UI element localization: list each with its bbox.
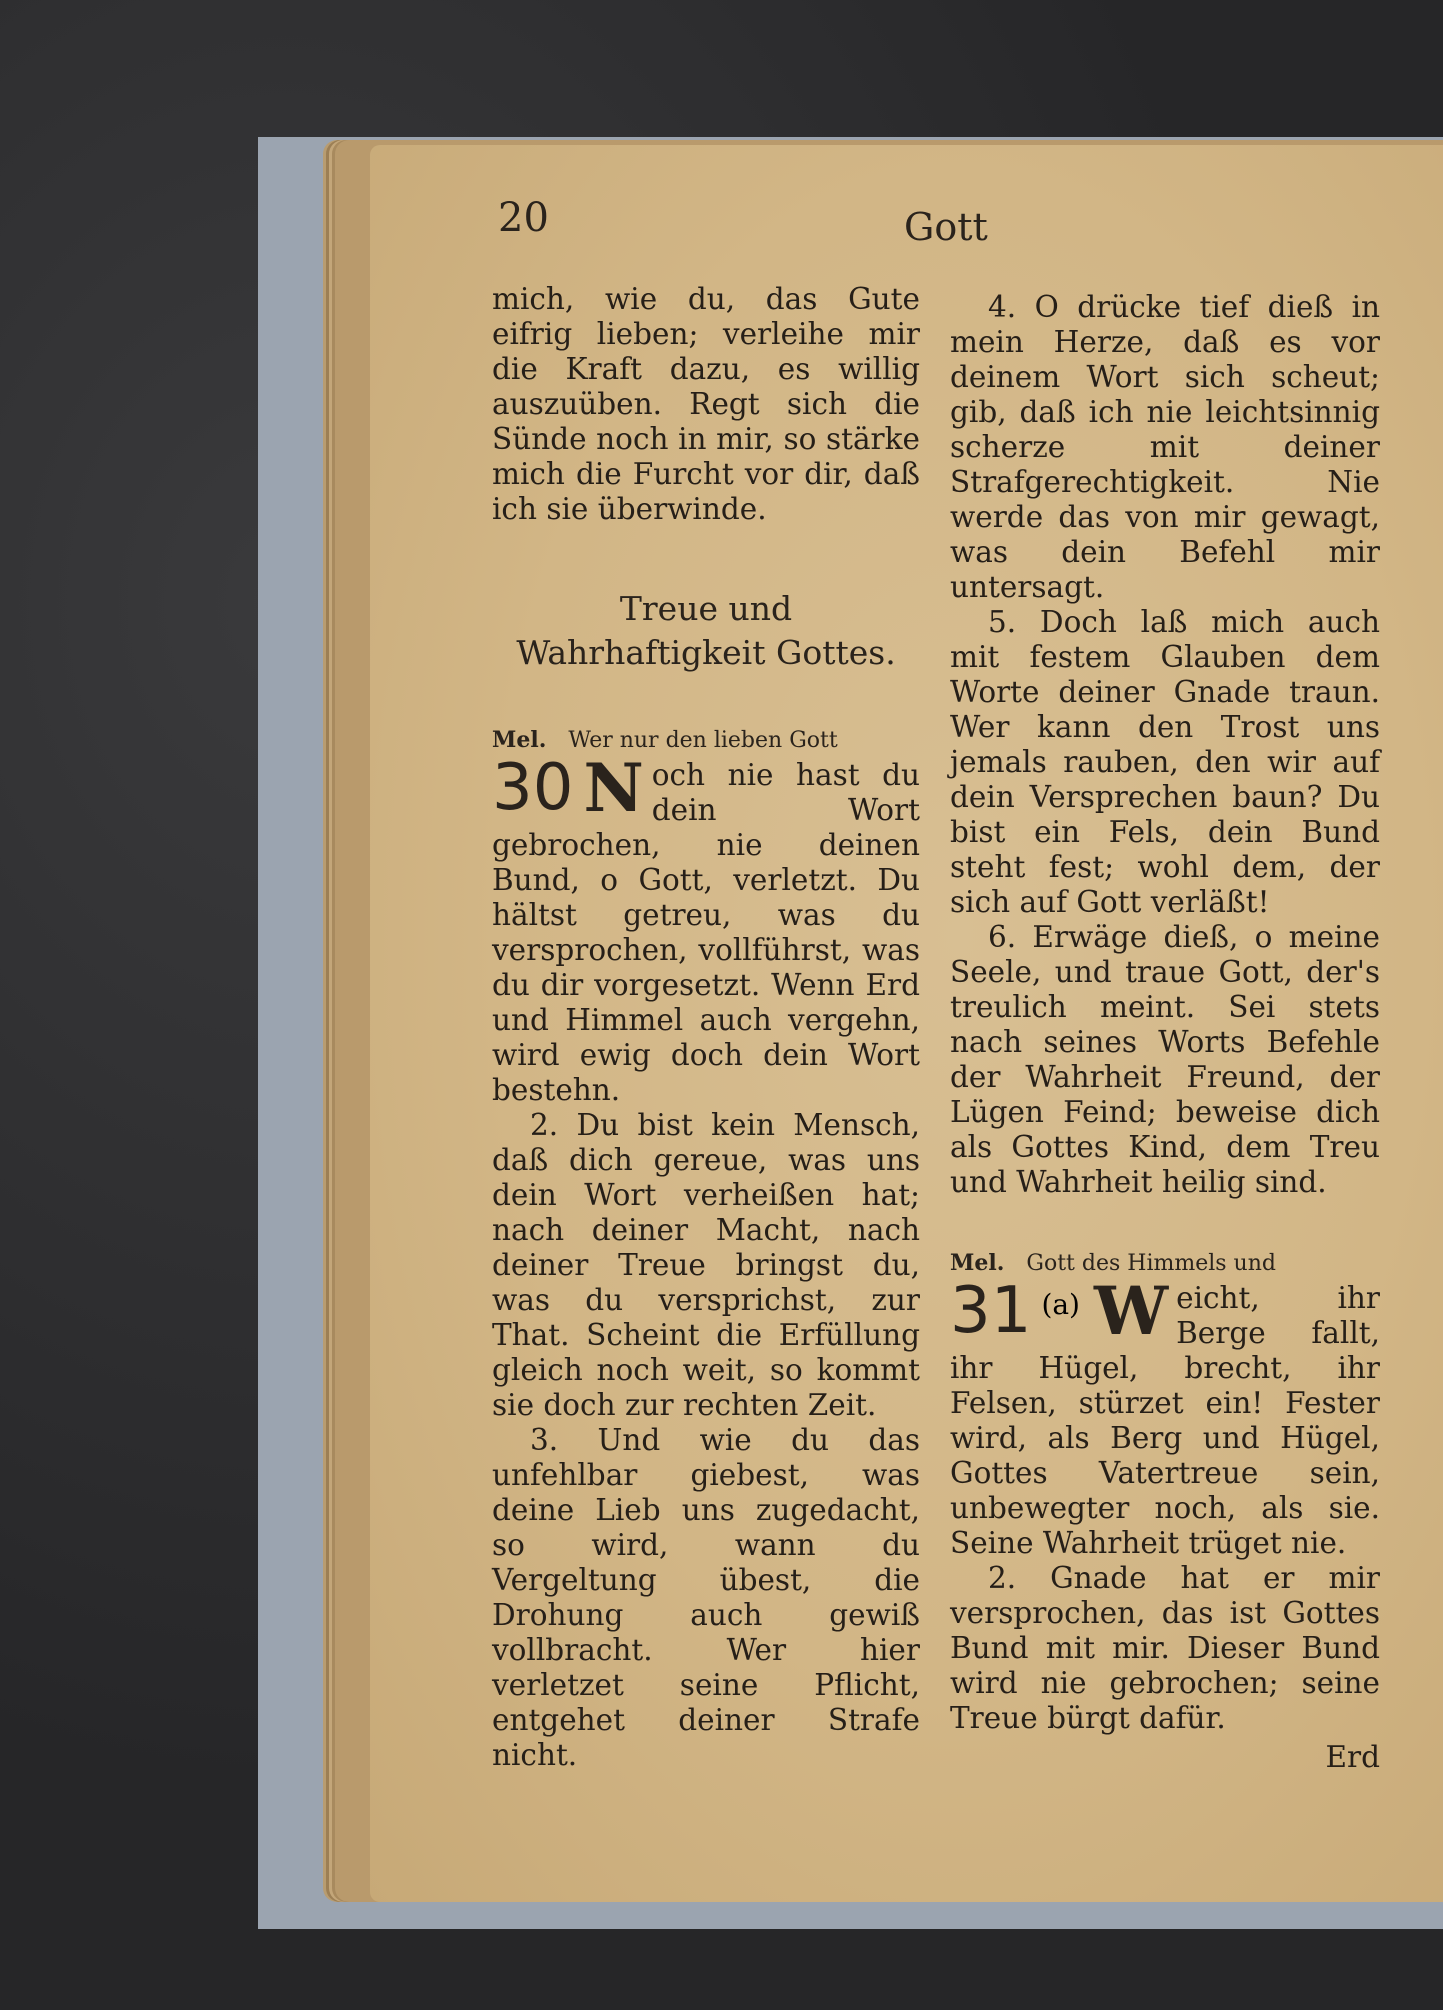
section-title: Treue und Wahrhaftigkeit Gottes. [516,589,896,672]
hymn-31 [950,1272,1380,1561]
hymn-verse-1: eicht, ihr Berge fallt, ihr Hügel, brecht, ihr Felsen, stürzet ein! Fester wird, als Berg und Hügel, Gottes Vatertreue sein, unbewegter noch, als sie. Seine Wahrheit trüget nie. [950,1281,1380,1560]
melody-label: Mel. [492,727,547,753]
hymn-verse-4: 4. O drücke tief dieß in mein Herze, daß es vor deinem Wort sich scheut; gib, daß ich nie leichtsinnig scherze mit deiner Strafgerechtigkeit. Nie werde das von mir gewagt, was dein Befehl mir untersagt. [950,290,1380,604]
hymn-verse-5: 5. Doch laß mich auch mit festem Glauben dem Worte deiner Gnade traun. Wer kann den Trost uns jemals rauben, den wir auf dein Versprechen baun? Du bist ein Fels, dein Bund steht fest; wohl dem, der sich auf Gott verläßt! [950,605,1380,919]
melody-label: Mel. [950,1250,1005,1276]
continuation-paragraph: mich, wie du, das Gute eifrig lieben; verleihe mir die Kraft dazu, es willig auszuüben. Regt sich die Sünde noch in mir, so stärke mich die Furcht vor dir, daß ich sie überwinde. [492,282,920,526]
melody-text: Wer nur den lieben Gott [568,728,838,753]
running-head: Gott [904,205,988,249]
hymn-marker: (a) [1041,1288,1080,1321]
hymn-30 [492,749,920,1108]
left-column [492,282,920,1773]
hymn-verse-2: 2. Gnade hat er mir versprochen, das ist Gottes Bund mit mir. Dieser Bund wird nie gebrochen; seine Treue bürgt dafür. [950,1561,1380,1735]
hymn-verse-3: 3. Und wie du das unfehlbar giebest, was deine Lieb uns zugedacht, so wird, wann du Vergeltung übest, die Drohung auch gewiß vollbracht. Wer hier verletzet seine Pflicht, entgehet deiner Strafe nicht. [492,1423,920,1772]
catchword: Erd [1325,1740,1380,1774]
page-number: 20 [498,195,549,241]
right-column [950,290,1380,1775]
hymn-number: 31 [950,1274,1032,1348]
hymn-verse-1: och nie hast du dein Wort gebrochen, nie deinen Bund, o Gott, verletzt. Du hältst getreu, was du versprochen, vollführst, was du dir vorgesetzt. Wenn Erd und Himmel auch vergehn, wird ewig doch dein Wort bestehn. [492,758,920,1107]
drop-initial: W [1093,1272,1169,1350]
hymn-number: 30 [492,751,574,825]
hymn-verse-6: 6. Erwäge dieß, o meine Seele, und traue Gott, der's treulich meint. Sei stets nach seines Worts Befehle der Wahrheit Freund, der Lügen Feind; beweise dich als Gottes Kind, dem Treu und Wahrheit heilig sind. [950,920,1380,1199]
drop-initial: N [583,749,644,827]
hymn-verse-2: 2. Du bist kein Mensch, daß dich gereue, was uns dein Wort verheißen hat; nach deiner Macht, nach deiner Treue bringst du, was du versprichst, zur That. Scheint die Erfüllung gleich noch weit, so kommt sie doch zur rechten Zeit. [492,1108,920,1422]
melody-text: Gott des Himmels und [1026,1251,1276,1276]
